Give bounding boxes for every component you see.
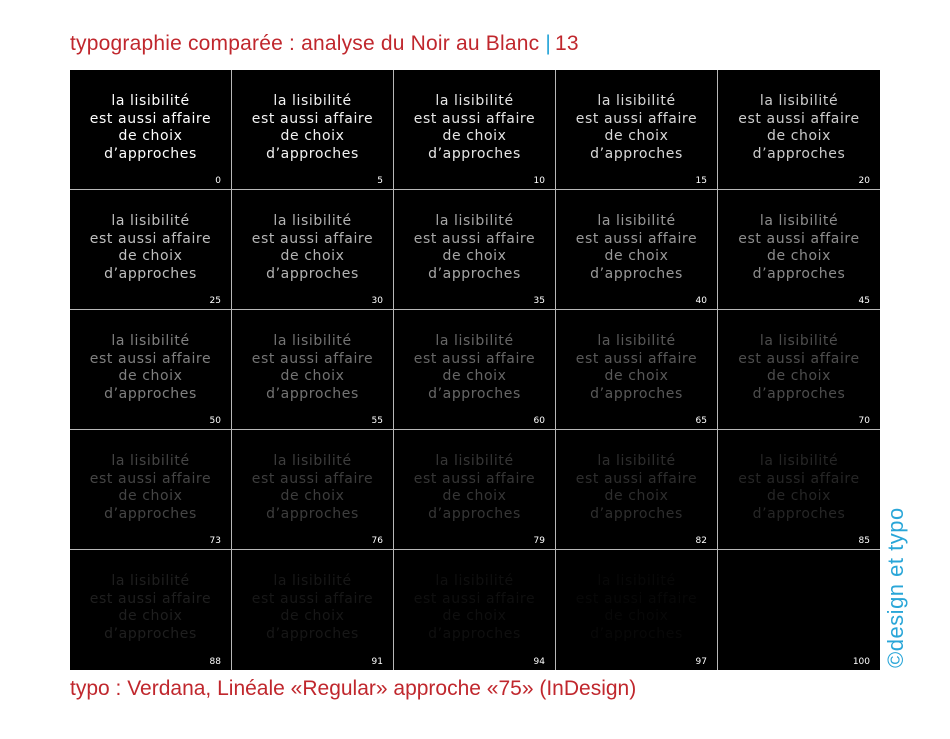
sample-text xyxy=(718,573,880,643)
sample-line: la lisibilité xyxy=(111,453,190,469)
sample-line: la lisibilité xyxy=(273,573,352,589)
sample-line: de choix xyxy=(280,488,345,504)
sample-line: d’approches xyxy=(104,265,197,282)
sample-line: la lisibilité xyxy=(273,93,352,109)
sample-cell xyxy=(394,70,556,190)
sample-line: de choix xyxy=(118,608,183,624)
sample-text xyxy=(556,93,717,163)
sample-line: de choix xyxy=(442,368,507,384)
sample-line: la lisibilité xyxy=(597,333,676,349)
sample-line: d’approches xyxy=(266,385,359,402)
gray-value-label: 5 xyxy=(377,176,383,186)
sample-line: la lisibilité xyxy=(435,93,514,109)
caption: typo : Verdana, Linéale «Regular» approche «75» (InDesign) xyxy=(70,677,637,700)
sample-line: la lisibilité xyxy=(759,213,839,229)
sample-text xyxy=(232,93,393,163)
gray-value-label: 30 xyxy=(371,296,383,306)
sample-cell xyxy=(232,70,394,190)
sample-line: est aussi affaire xyxy=(251,590,374,607)
sample-cell xyxy=(556,550,718,670)
sample-line: d’approches xyxy=(752,505,846,522)
sample-line: la lisibilité xyxy=(759,333,839,349)
sample-cell xyxy=(556,430,718,550)
sample-line: est aussi affaire xyxy=(251,230,374,247)
sample-line: d’approches xyxy=(590,145,683,162)
sample-line: de choix xyxy=(442,488,507,504)
sample-line: de choix xyxy=(118,368,183,384)
sample-line: de choix xyxy=(442,248,507,264)
sample-line: d’approches xyxy=(428,265,521,282)
sample-text xyxy=(232,213,393,283)
sample-line: est aussi affaire xyxy=(251,350,374,367)
sample-line: est aussi affaire xyxy=(413,110,536,127)
sample-line: de choix xyxy=(604,608,669,624)
sample-line: de choix xyxy=(604,488,669,504)
sample-text xyxy=(70,573,231,643)
sample-text xyxy=(232,573,393,643)
gray-value-label: 25 xyxy=(209,296,221,306)
sample-line: d’approches xyxy=(104,625,197,642)
gray-value-label: 88 xyxy=(209,657,221,667)
sample-line: d’approches xyxy=(590,625,683,642)
sample-line: est aussi affaire xyxy=(738,110,860,127)
sample-text xyxy=(394,453,555,523)
sample-line: d’approches xyxy=(752,625,846,642)
sample-line: est aussi affaire xyxy=(575,230,698,247)
sample-line: est aussi affaire xyxy=(251,110,374,127)
sample-line: d’approches xyxy=(590,265,683,282)
sample-cell xyxy=(556,310,718,430)
sample-line: de choix xyxy=(766,608,832,624)
sample-line: de choix xyxy=(766,248,832,264)
sample-line: d’approches xyxy=(104,145,197,162)
sample-line: la lisibilité xyxy=(111,213,190,229)
sample-line: de choix xyxy=(766,368,832,384)
sample-line: d’approches xyxy=(752,145,846,162)
gray-value-label: 0 xyxy=(215,176,221,186)
gray-value-label: 82 xyxy=(695,536,707,546)
sample-cell xyxy=(232,310,394,430)
sample-line: est aussi affaire xyxy=(575,110,698,127)
page-title xyxy=(70,32,579,64)
sample-cell xyxy=(394,430,556,550)
sample-cell xyxy=(718,310,880,430)
sample-line: est aussi affaire xyxy=(575,350,698,367)
gray-value-label: 70 xyxy=(858,416,870,426)
sample-line: d’approches xyxy=(104,505,197,522)
sample-line: est aussi affaire xyxy=(89,590,212,607)
sample-line: est aussi affaire xyxy=(89,110,212,127)
sample-text xyxy=(70,93,231,163)
gray-value-label: 10 xyxy=(533,176,545,186)
sample-cell xyxy=(718,70,880,190)
sample-cell xyxy=(718,430,880,550)
sample-line: la lisibilité xyxy=(597,93,676,109)
sample-line: de choix xyxy=(604,128,669,144)
sample-line: est aussi affaire xyxy=(738,470,860,487)
sample-line: d’approches xyxy=(266,625,359,642)
sample-line: la lisibilité xyxy=(435,573,514,589)
sample-line: d’approches xyxy=(590,505,683,522)
sample-text xyxy=(70,453,231,523)
sample-text xyxy=(394,213,555,283)
sample-line: la lisibilité xyxy=(111,333,190,349)
sample-text xyxy=(394,93,555,163)
sample-text xyxy=(718,213,880,283)
sample-line: est aussi affaire xyxy=(413,350,536,367)
sample-cell xyxy=(232,550,394,670)
sample-line: d’approches xyxy=(428,625,521,642)
sample-line: est aussi affaire xyxy=(413,230,536,247)
sample-line: d’approches xyxy=(428,505,521,522)
gray-value-label: 73 xyxy=(209,536,221,546)
sample-line: la lisibilité xyxy=(435,213,514,229)
sample-cell xyxy=(70,310,232,430)
sample-line: de choix xyxy=(766,128,832,144)
sample-line: de choix xyxy=(280,368,345,384)
sample-line: de choix xyxy=(118,248,183,264)
sample-line: la lisibilité xyxy=(273,213,352,229)
sample-text xyxy=(718,453,880,523)
sample-cell xyxy=(394,310,556,430)
sample-line: est aussi affaire xyxy=(89,230,212,247)
sample-line: de choix xyxy=(280,128,345,144)
sample-line: la lisibilité xyxy=(759,453,839,469)
sample-text xyxy=(556,573,717,643)
sample-text xyxy=(394,573,555,643)
sample-text xyxy=(718,93,880,163)
sample-line: la lisibilité xyxy=(273,453,352,469)
sample-line: la lisibilité xyxy=(273,333,352,349)
sample-line: d’approches xyxy=(266,265,359,282)
sample-line: la lisibilité xyxy=(597,213,676,229)
sample-line: de choix xyxy=(442,608,507,624)
sample-line: de choix xyxy=(118,488,183,504)
credit-label: ©design et typo xyxy=(883,507,908,668)
sample-line: de choix xyxy=(442,128,507,144)
sample-line: la lisibilité xyxy=(435,333,514,349)
gray-value-label: 94 xyxy=(533,657,545,667)
sample-cell xyxy=(556,190,718,310)
sample-line: est aussi affaire xyxy=(738,350,860,367)
sample-line: est aussi affaire xyxy=(413,470,536,487)
gray-value-label: 40 xyxy=(695,296,707,306)
sample-text xyxy=(394,333,555,403)
sample-line: est aussi affaire xyxy=(738,230,860,247)
sample-line: d’approches xyxy=(752,385,846,402)
sample-line: la lisibilité xyxy=(435,453,514,469)
sample-text xyxy=(556,453,717,523)
sample-line: d’approches xyxy=(428,385,521,402)
sample-line: est aussi affaire xyxy=(413,590,536,607)
sample-cell xyxy=(394,550,556,670)
sample-text xyxy=(70,333,231,403)
sample-line: est aussi affaire xyxy=(575,590,698,607)
gray-value-label: 65 xyxy=(695,416,707,426)
gray-value-label: 60 xyxy=(533,416,545,426)
sample-line: la lisibilité xyxy=(759,93,839,109)
sample-cell xyxy=(394,190,556,310)
sample-cell xyxy=(556,70,718,190)
sample-line: la lisibilité xyxy=(597,453,676,469)
sample-line: est aussi affaire xyxy=(89,470,212,487)
gray-value-label: 20 xyxy=(858,176,870,186)
sample-line: est aussi affaire xyxy=(575,470,698,487)
sample-cell xyxy=(232,190,394,310)
gray-value-label: 100 xyxy=(852,657,870,667)
sample-line: d’approches xyxy=(428,145,521,162)
sample-line: est aussi affaire xyxy=(738,590,860,607)
gray-value-label: 55 xyxy=(371,416,383,426)
sample-cell xyxy=(718,550,880,670)
sample-line: d’approches xyxy=(590,385,683,402)
sample-text xyxy=(556,213,717,283)
gray-value-label: 85 xyxy=(858,536,870,546)
sample-line: de choix xyxy=(604,248,669,264)
sample-line: de choix xyxy=(766,488,832,504)
gray-value-label: 45 xyxy=(858,296,870,306)
sample-line: la lisibilité xyxy=(111,93,190,109)
sample-line: de choix xyxy=(280,248,345,264)
gray-value-label: 76 xyxy=(371,536,383,546)
sample-line: d’approches xyxy=(104,385,197,402)
sample-text xyxy=(718,333,880,403)
sample-line: la lisibilité xyxy=(759,573,839,589)
sample-cell xyxy=(70,190,232,310)
gray-value-label: 79 xyxy=(533,536,545,546)
sample-line: est aussi affaire xyxy=(89,350,212,367)
sample-line: la lisibilité xyxy=(111,573,190,589)
sample-cell xyxy=(70,550,232,670)
gray-scale-grid xyxy=(70,70,880,670)
gray-value-label: 97 xyxy=(695,657,707,667)
title-separator: | xyxy=(545,32,551,55)
sample-cell xyxy=(70,430,232,550)
sample-text xyxy=(232,453,393,523)
sample-line: de choix xyxy=(280,608,345,624)
page-number: 13 xyxy=(555,32,579,55)
sample-text xyxy=(556,333,717,403)
sample-line: d’approches xyxy=(266,505,359,522)
sample-line: est aussi affaire xyxy=(251,470,374,487)
sample-line: d’approches xyxy=(752,265,846,282)
gray-value-label: 15 xyxy=(695,176,707,186)
sample-text xyxy=(70,213,231,283)
gray-value-label: 50 xyxy=(209,416,221,426)
sample-line: d’approches xyxy=(266,145,359,162)
gray-value-label: 35 xyxy=(533,296,545,306)
sample-cell xyxy=(70,70,232,190)
sample-line: de choix xyxy=(604,368,669,384)
sample-cell xyxy=(718,190,880,310)
sample-cell xyxy=(232,430,394,550)
title-text: typographie comparée : analyse du Noir au Blanc xyxy=(70,32,540,55)
sample-line: de choix xyxy=(118,128,183,144)
gray-value-label: 91 xyxy=(371,657,383,667)
sample-text xyxy=(232,333,393,403)
sample-line: la lisibilité xyxy=(597,573,676,589)
